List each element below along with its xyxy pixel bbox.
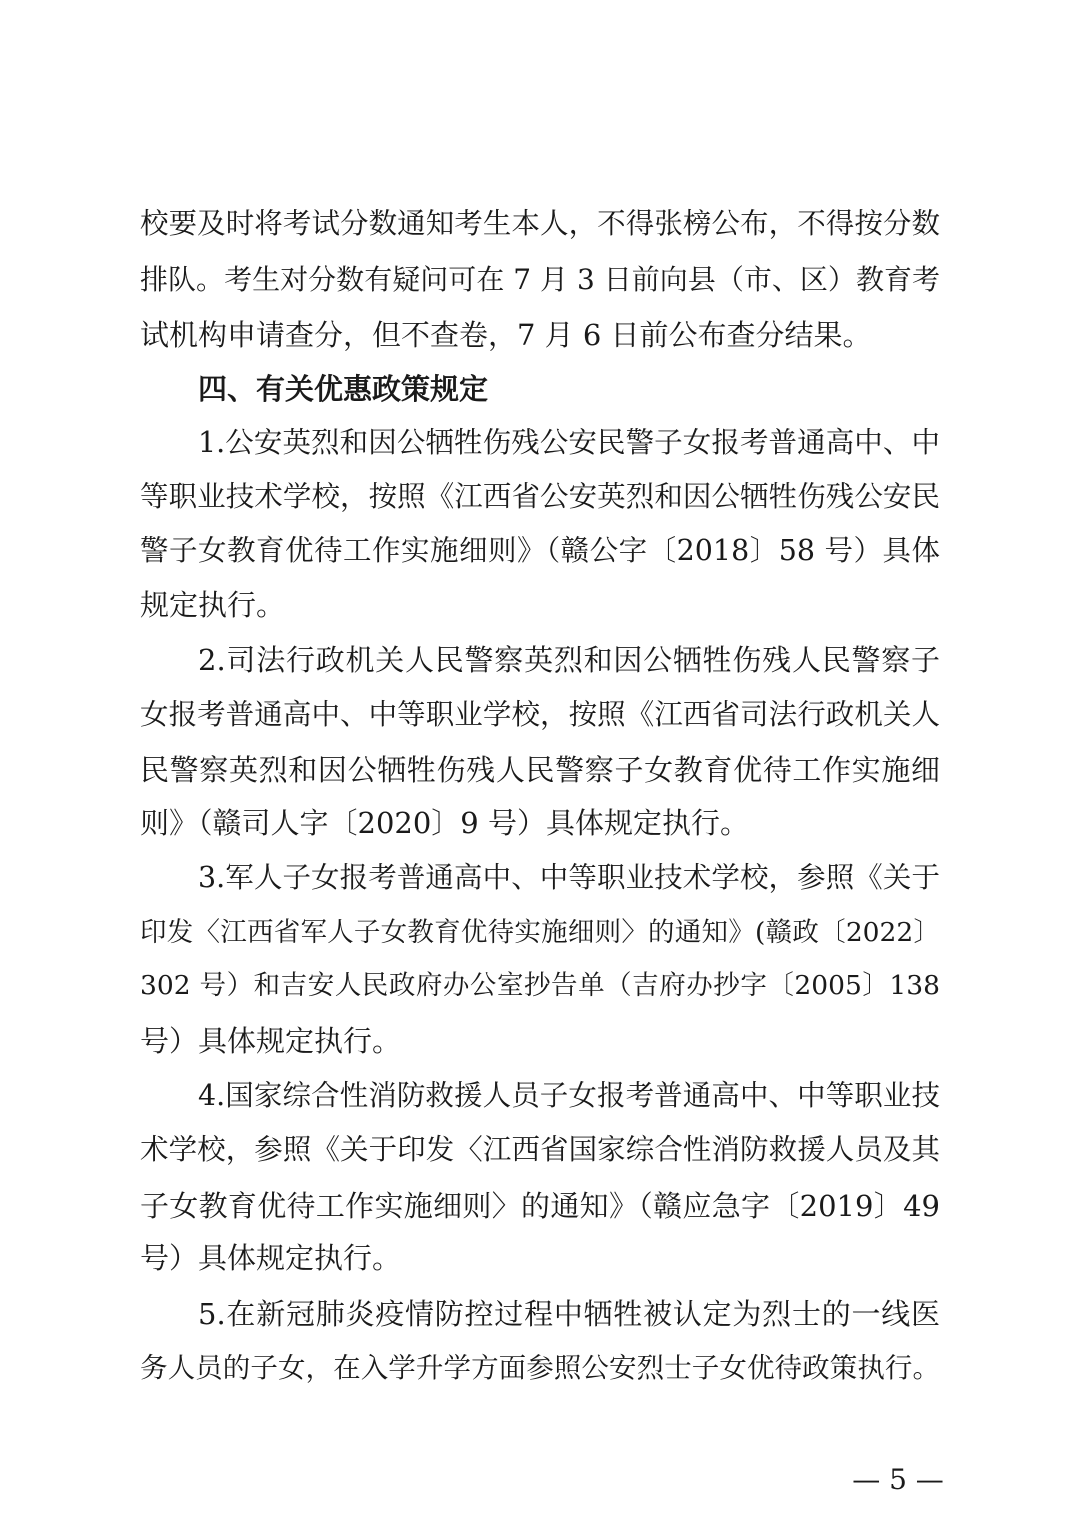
- paragraph-line: 4.国家综合性消防救援人员子女报考普通高中、中等职业技: [198, 1079, 940, 1112]
- paragraph-line: 试机构申请查分，但不查卷，7 月 6 日前公布查分结果。: [140, 318, 872, 352]
- paragraph-line: 务人员的子女，在入学升学方面参照公安烈士子女优待政策执行。: [140, 1352, 940, 1384]
- paragraph-line: 排队。考生对分数有疑问可在 7 月 3 日前向县（市、区）教育考: [140, 263, 940, 296]
- paragraph-line: 术学校，参照《关于印发〈江西省国家综合性消防救援人员及其: [140, 1133, 940, 1166]
- paragraph-line: 女报考普通高中、中等职业学校，按照《江西省司法行政机关人: [140, 698, 940, 731]
- paragraph-line: 子女教育优待工作实施细则〉的通知》（赣应急字〔2019〕49: [140, 1189, 940, 1223]
- paragraph-line: 号）具体规定执行。: [140, 1024, 402, 1058]
- paragraph-line: 规定执行。: [140, 588, 286, 622]
- paragraph-line: 2.司法行政机关人民警察英烈和因公牺牲伤残人民警察子: [198, 643, 940, 677]
- paragraph-line: 民警察英烈和因公牺牲伤残人民警察子女教育优待工作实施细: [140, 753, 940, 787]
- paragraph-line: 警子女教育优待工作实施细则》（赣公字〔2018〕58 号）具体: [140, 534, 940, 567]
- paragraph-line: 则》（赣司人字〔2020〕9 号）具体规定执行。: [140, 806, 749, 840]
- paragraph-line: 1.公安英烈和因公牺牲伤残公安民警子女报考普通高中、中: [198, 426, 940, 459]
- paragraph-line: 号）具体规定执行。: [140, 1241, 402, 1275]
- paragraph-line: 等职业技术学校，按照《江西省公安英烈和因公牺牲伤残公安民: [140, 480, 940, 513]
- page-number: — 5 —: [852, 1463, 944, 1496]
- paragraph-line: 校要及时将考试分数通知考生本人，不得张榜公布，不得按分数: [140, 207, 940, 240]
- section-heading: 四、有关优惠政策规定: [198, 372, 489, 406]
- paragraph-line: 5.在新冠肺炎疫情防控过程中牺牲被认定为烈士的一线医: [198, 1297, 940, 1331]
- paragraph-line: 3.军人子女报考普通高中、中等职业技术学校，参照《关于: [198, 861, 940, 894]
- paragraph-line: 印发〈江西省军人子女教育优待实施细则〉的通知》(赣政〔2022〕: [140, 917, 940, 948]
- paragraph-line: 302 号）和吉安人民政府办公室抄告单（吉府办抄字〔2005〕138: [140, 970, 940, 1001]
